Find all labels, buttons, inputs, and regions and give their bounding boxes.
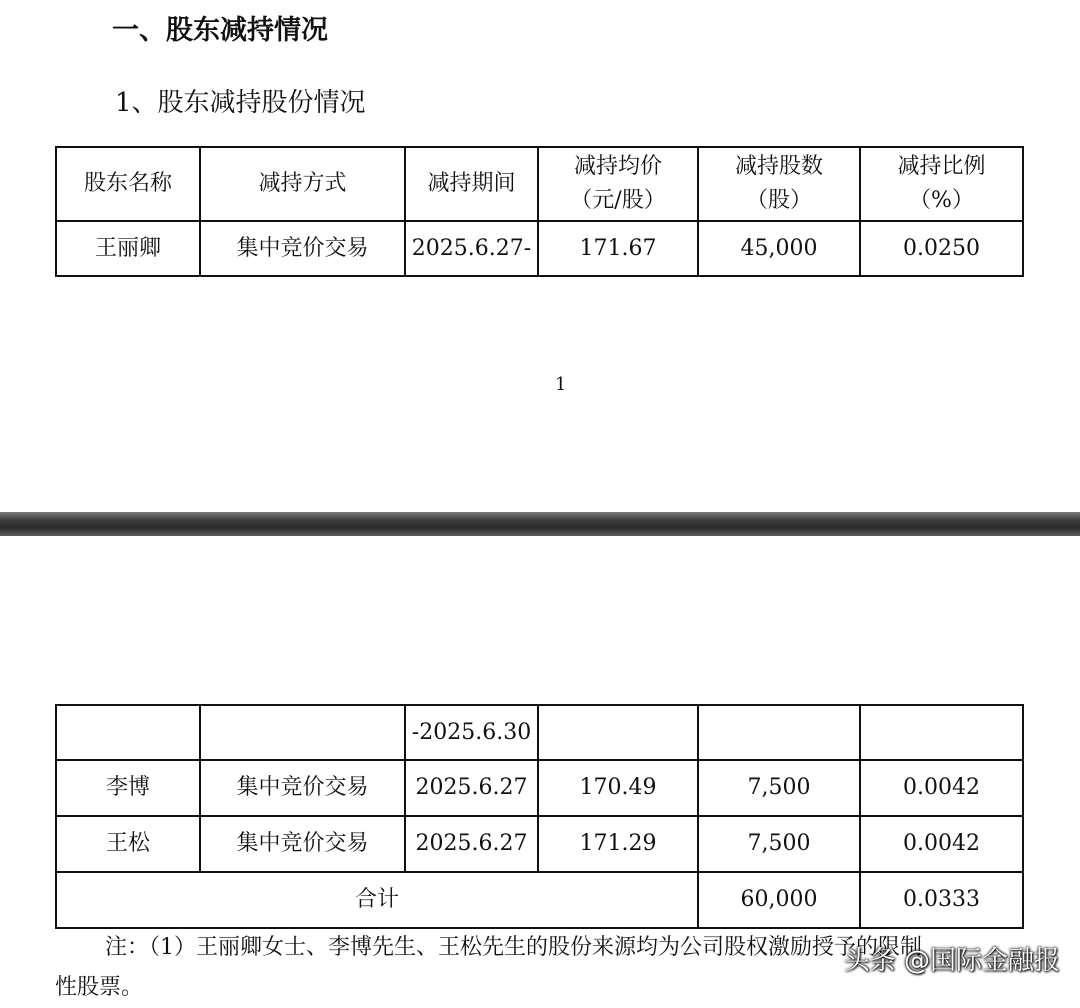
cell-empty <box>200 705 405 760</box>
cell-period-end: -2025.6.30 <box>405 705 538 760</box>
cell-price: 170.49 <box>538 760 698 816</box>
cell-price: 171.29 <box>538 816 698 872</box>
cell-ratio: 0.0042 <box>860 816 1023 872</box>
table-row <box>56 221 1023 276</box>
cell-empty <box>860 705 1023 760</box>
header-shares-line1: 减持股数 <box>734 154 823 179</box>
cell-empty <box>56 705 200 760</box>
cell-ratio: 0.0250 <box>860 221 1023 276</box>
cell-method: 集中竞价交易 <box>200 221 405 276</box>
page-number: 1 <box>555 374 567 395</box>
cell-empty <box>698 705 860 760</box>
section-title: 一、股东减持情况 <box>112 15 328 46</box>
header-price <box>538 147 698 221</box>
cell-shares: 7,500 <box>698 760 860 816</box>
footnote-line2: 性股票。 <box>55 975 144 1000</box>
table-row <box>56 816 1023 872</box>
cell-period: 2025.6.27 <box>405 760 538 816</box>
cell-ratio: 0.0042 <box>860 760 1023 816</box>
cell-method: 集中竞价交易 <box>200 816 405 872</box>
reduction-table-page2 <box>55 704 1024 929</box>
total-ratio: 0.0333 <box>860 872 1023 928</box>
cell-shares: 7,500 <box>698 816 860 872</box>
header-price-line1: 减持均价 <box>573 154 662 179</box>
header-name: 股东名称 <box>56 147 200 221</box>
header-period: 减持期间 <box>405 147 538 221</box>
header-method: 减持方式 <box>200 147 405 221</box>
cell-period: 2025.6.27 <box>405 816 538 872</box>
header-ratio-line2: （%） <box>909 188 974 213</box>
header-ratio <box>860 147 1023 221</box>
total-row <box>56 872 1023 928</box>
table-row-continued <box>56 705 1023 760</box>
cell-period: 2025.6.27- <box>405 221 538 276</box>
cell-name: 李博 <box>56 760 200 816</box>
header-ratio-line1: 减持比例 <box>897 154 986 179</box>
cell-empty <box>538 705 698 760</box>
watermark: 头条 @国际金融报 <box>843 946 1060 976</box>
cell-name: 王丽卿 <box>56 221 200 276</box>
total-shares: 60,000 <box>698 872 860 928</box>
reduction-table-page1 <box>55 146 1024 277</box>
header-price-line2: （元/股） <box>570 188 666 213</box>
cell-shares: 45,000 <box>698 221 860 276</box>
table-row <box>56 760 1023 816</box>
page-divider <box>0 512 1080 536</box>
total-label: 合计 <box>56 872 698 928</box>
subsection-title: 1、股东减持股份情况 <box>115 88 366 118</box>
cell-method: 集中竞价交易 <box>200 760 405 816</box>
header-shares <box>698 147 860 221</box>
header-shares-line2: （股） <box>745 188 812 213</box>
table-header-row <box>56 147 1023 221</box>
footnote-line1: 注：（1）王丽卿女士、李博先生、王松先生的股份来源均为公司股权激励授予的限制 <box>105 935 922 960</box>
cell-name: 王松 <box>56 816 200 872</box>
cell-price: 171.67 <box>538 221 698 276</box>
